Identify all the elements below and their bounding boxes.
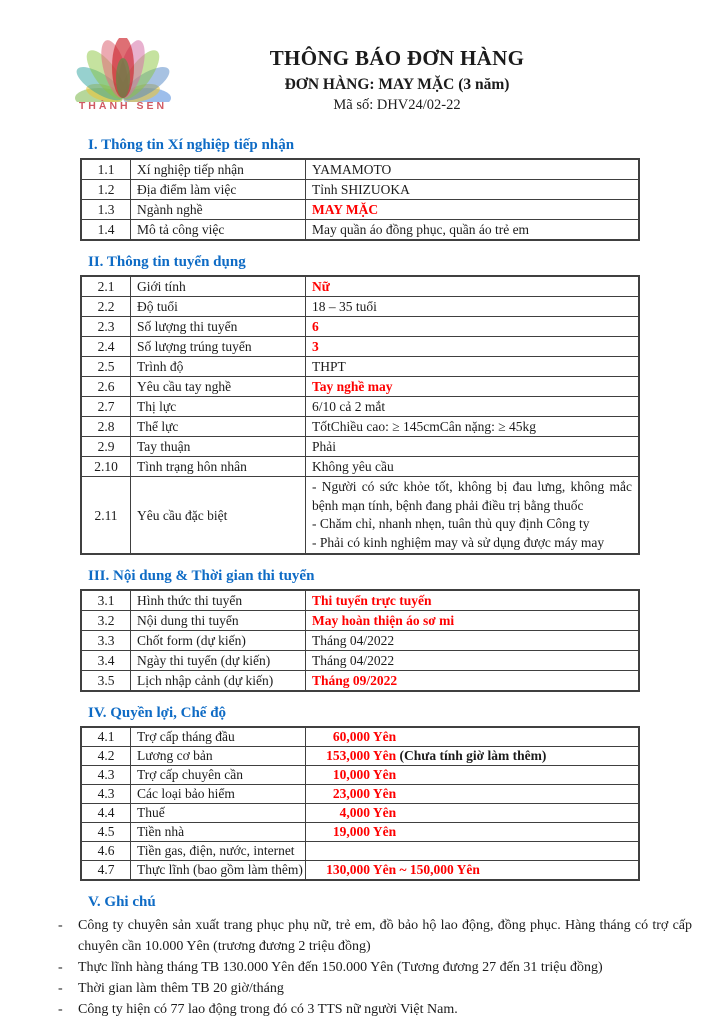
row-label: Số lượng thi tuyển xyxy=(131,317,306,337)
row-number: 2.6 xyxy=(81,377,131,397)
note-text: Thực lĩnh hàng tháng TB 130.000 Yên đến 150.000 Yên (Tương đương 27 đến 31 triệu đồng) xyxy=(78,960,603,975)
row-value xyxy=(306,785,640,804)
row-value-line: - Người có sức khỏe tốt, không bị đau lưng, không mắc bệnh mạn tính, bệnh đang phải điều trị bằng thuốc xyxy=(312,479,632,513)
table-row xyxy=(81,437,639,457)
amount-value: 153,000 xyxy=(326,748,370,763)
row-label: Trình độ xyxy=(131,357,306,377)
amount-value: 4,000 xyxy=(339,805,370,820)
row-number: 3.2 xyxy=(81,611,131,631)
table-row xyxy=(81,159,639,180)
table-row xyxy=(81,766,639,785)
row-number: 3.3 xyxy=(81,631,131,651)
row-value: Tháng 04/2022 xyxy=(306,651,640,671)
note-bullet: - xyxy=(58,1002,63,1017)
row-value xyxy=(306,417,640,437)
row-value xyxy=(306,377,640,397)
row-number: 2.1 xyxy=(81,276,131,297)
row-number: 4.3 xyxy=(81,766,131,785)
row-value xyxy=(306,611,640,631)
document-subtitle: ĐƠN HÀNG: MAY MẶC (3 năm) xyxy=(284,76,510,93)
table-row xyxy=(81,477,639,555)
table-row xyxy=(81,861,639,881)
row-label: Địa điểm làm việc xyxy=(131,180,306,200)
row-number: 4.5 xyxy=(81,823,131,842)
section-table xyxy=(80,158,640,241)
amount-unit: Yên xyxy=(370,805,397,820)
amount-value: 23,000 xyxy=(332,786,370,801)
row-label: Thị lực xyxy=(131,397,306,417)
row-value xyxy=(306,861,640,881)
row-value-line: - Phải có kinh nghiệm may và sử dụng được máy may xyxy=(312,534,605,550)
note-item xyxy=(58,999,692,1020)
table-row xyxy=(81,747,639,766)
row-value: May quần áo đồng phục, quần áo trẻ em xyxy=(306,220,640,241)
row-number: 2.5 xyxy=(81,357,131,377)
table-row xyxy=(81,651,639,671)
row-value xyxy=(306,804,640,823)
row-number: 1.1 xyxy=(81,159,131,180)
row-number: 2.3 xyxy=(81,317,131,337)
row-number: 1.4 xyxy=(81,220,131,241)
row-value-text: MAY MẶC xyxy=(312,202,379,217)
row-label: Trợ cấp tháng đầu xyxy=(131,727,306,747)
row-value-text: Tháng 09/2022 xyxy=(312,673,398,688)
note-text: Thời gian làm thêm TB 20 giờ/tháng xyxy=(78,981,284,996)
amount-value: 10,000 xyxy=(332,767,370,782)
row-label: Thể lực xyxy=(131,417,306,437)
table-row xyxy=(81,842,639,861)
table-row xyxy=(81,727,639,747)
row-label: Tình trạng hôn nhân xyxy=(131,457,306,477)
amount-unit: Yên xyxy=(370,748,397,763)
table-row xyxy=(81,785,639,804)
note-item xyxy=(58,957,692,978)
row-value-part: Chiều cao: ≥ 145cm xyxy=(330,419,440,434)
row-number: 4.4 xyxy=(81,804,131,823)
row-label: Số lượng trúng tuyển xyxy=(131,337,306,357)
document-header xyxy=(0,0,724,128)
row-value: YAMAMOTO xyxy=(306,159,640,180)
note-item xyxy=(58,978,692,999)
table-row xyxy=(81,180,639,200)
header-title-block xyxy=(150,46,644,114)
section-heading: IV. Quyền lợi, Chế độ xyxy=(88,705,227,721)
table-row xyxy=(81,276,639,297)
row-value-text: Tay nghề may xyxy=(312,379,393,394)
table-row xyxy=(81,417,639,437)
row-number: 2.7 xyxy=(81,397,131,417)
row-number: 2.9 xyxy=(81,437,131,457)
row-label: Độ tuổi xyxy=(131,297,306,317)
row-number: 1.2 xyxy=(81,180,131,200)
row-value-text: May hoàn thiện áo sơ mi xyxy=(312,613,455,628)
row-number: 3.1 xyxy=(81,590,131,611)
note-item xyxy=(58,915,692,957)
document-code: Mã số: DHV24/02-22 xyxy=(333,97,461,113)
notes-list xyxy=(58,915,692,1020)
amount-unit: Yên xyxy=(370,729,397,744)
row-label: Chốt form (dự kiến) xyxy=(131,631,306,651)
row-value: Không yêu cầu xyxy=(306,457,640,477)
notes-heading: V. Ghi chú xyxy=(88,894,156,910)
amount-unit: Yên xyxy=(370,786,397,801)
row-label: Giới tính xyxy=(131,276,306,297)
row-value-text: 6 xyxy=(312,319,319,334)
section-table xyxy=(80,589,640,692)
row-number: 2.10 xyxy=(81,457,131,477)
table-row xyxy=(81,804,639,823)
row-value xyxy=(306,200,640,220)
table-row xyxy=(81,297,639,317)
row-value xyxy=(306,823,640,842)
row-value-line: - Chăm chỉ, nhanh nhẹn, tuân thủ quy định Công ty xyxy=(312,516,590,531)
row-value xyxy=(306,842,640,861)
row-value xyxy=(306,337,640,357)
row-number: 3.5 xyxy=(81,671,131,692)
table-row xyxy=(81,357,639,377)
row-label: Lương cơ bản xyxy=(131,747,306,766)
amount-value: 130,000 xyxy=(326,862,370,877)
section-heading: II. Thông tin tuyển dụng xyxy=(88,254,246,270)
row-value xyxy=(306,477,640,555)
table-row xyxy=(81,611,639,631)
table-row xyxy=(81,590,639,611)
row-value xyxy=(306,276,640,297)
row-label: Thuế xyxy=(131,804,306,823)
row-value xyxy=(306,766,640,785)
row-label: Xí nghiệp tiếp nhận xyxy=(131,159,306,180)
row-number: 3.4 xyxy=(81,651,131,671)
row-label: Ngành nghề xyxy=(131,200,306,220)
note-text: Công ty chuyên sản xuất trang phục phụ nữ, trẻ em, đồ bảo hộ lao động, đồng phục. Hàng tháng có trợ cấp chuyên cần 10.000 Yên (trương đương 2 triệu đồng) xyxy=(78,918,692,954)
row-label: Thực lĩnh (bao gồm làm thêm) xyxy=(131,861,306,881)
amount-value: 19,000 xyxy=(332,824,370,839)
logo-text: THÀNH SEN xyxy=(78,100,168,112)
row-value: 18 – 35 tuổi xyxy=(306,297,640,317)
row-number: 4.7 xyxy=(81,861,131,881)
document-title: THÔNG BÁO ĐƠN HÀNG xyxy=(269,46,525,70)
table-row xyxy=(81,457,639,477)
row-number: 4.2 xyxy=(81,747,131,766)
row-label: Tiền nhà xyxy=(131,823,306,842)
row-label: Mô tả công việc xyxy=(131,220,306,241)
row-value xyxy=(306,317,640,337)
row-value-text: 3 xyxy=(312,339,319,354)
row-label: Ngày thi tuyển (dự kiến) xyxy=(131,651,306,671)
row-value-text: Thi tuyển trực tuyến xyxy=(312,593,432,608)
table-row xyxy=(81,823,639,842)
row-label: Các loại bảo hiểm xyxy=(131,785,306,804)
table-row xyxy=(81,317,639,337)
row-value: Phải xyxy=(306,437,640,457)
row-label: Nội dung thi tuyển xyxy=(131,611,306,631)
row-number: 2.8 xyxy=(81,417,131,437)
row-number: 2.4 xyxy=(81,337,131,357)
row-label: Tiền gas, điện, nước, internet xyxy=(131,842,306,861)
section-heading: III. Nội dung & Thời gian thi tuyển xyxy=(88,568,315,584)
table-row xyxy=(81,397,639,417)
row-label: Tay thuận xyxy=(131,437,306,457)
table-row xyxy=(81,377,639,397)
row-value-part: Cân nặng: ≥ 45kg xyxy=(439,419,537,434)
note-text: Công ty hiện có 77 lao động trong đó có 3 TTS nữ người Việt Nam. xyxy=(78,1002,458,1017)
row-number: 4.6 xyxy=(81,842,131,861)
row-number: 1.3 xyxy=(81,200,131,220)
amount-note: (Chưa tính giờ làm thêm) xyxy=(396,748,547,763)
row-number: 4.1 xyxy=(81,727,131,747)
document-body xyxy=(58,136,692,1020)
amount-unit: Yên xyxy=(370,767,397,782)
row-label: Yêu cầu tay nghề xyxy=(131,377,306,397)
row-value xyxy=(306,671,640,692)
row-value: 6/10 cả 2 mắt xyxy=(306,397,640,417)
amount-unit: Yên xyxy=(370,824,397,839)
row-value xyxy=(306,747,640,766)
row-label: Hình thức thi tuyển xyxy=(131,590,306,611)
amount-value: 60,000 xyxy=(332,729,370,744)
row-number: 2.11 xyxy=(81,477,131,555)
note-bullet: - xyxy=(58,918,63,933)
table-row xyxy=(81,220,639,241)
section-heading: I. Thông tin Xí nghiệp tiếp nhận xyxy=(88,137,295,153)
row-label: Lịch nhập cảnh (dự kiến) xyxy=(131,671,306,692)
row-label: Yêu cầu đặc biệt xyxy=(131,477,306,555)
section-table xyxy=(80,726,640,881)
table-row xyxy=(81,337,639,357)
row-value-part: Tốt xyxy=(312,419,331,434)
row-value: Tỉnh SHIZUOKA xyxy=(306,180,640,200)
table-row xyxy=(81,671,639,692)
row-number: 4.3 xyxy=(81,785,131,804)
row-number: 2.2 xyxy=(81,297,131,317)
section-table xyxy=(80,275,640,555)
row-value xyxy=(306,590,640,611)
row-label: Trợ cấp chuyên cần xyxy=(131,766,306,785)
table-row xyxy=(81,200,639,220)
row-value: Tháng 04/2022 xyxy=(306,631,640,651)
row-value-text: Nữ xyxy=(312,279,330,294)
note-bullet: - xyxy=(58,960,63,975)
note-bullet: - xyxy=(58,981,63,996)
amount-unit: Yên ~ 150,000 Yên xyxy=(370,862,480,877)
row-value: THPT xyxy=(306,357,640,377)
table-row xyxy=(81,631,639,651)
row-value xyxy=(306,727,640,747)
